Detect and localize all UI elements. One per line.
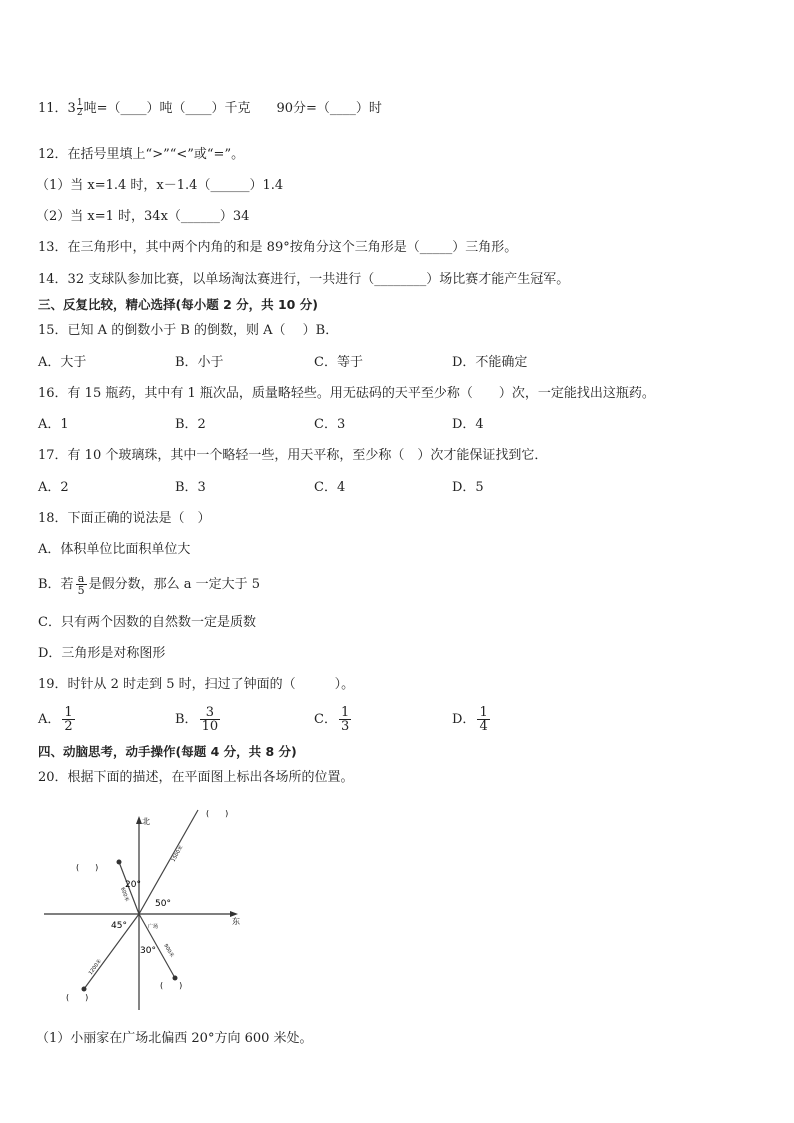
fraction: $\frac{1}{4}$ (479, 705, 488, 734)
q19-option-d[interactable]: D． $\frac{1}{4}$ (452, 705, 488, 734)
question-11: 11．3 $\frac{1}{2}$ 吨=（____）吨（____）千克 90分=（____）时 (38, 98, 382, 118)
question-17: 17．有 10 个玻璃珠，其中一个略轻一些，用天平称，至少称（ ）次才能保证找到它． (38, 448, 548, 463)
q18-option-d[interactable]: D．三角形是对称图形 (38, 646, 166, 661)
fraction: $\frac{1}{2}$ (64, 705, 73, 734)
q18-option-a[interactable]: A．体积单位比面积单位大 (38, 542, 191, 557)
blank-se[interactable]: ( ) (160, 981, 183, 990)
q15-option-a[interactable]: A．大于 (38, 355, 87, 370)
question-20-sub-1: （1）小丽家在广场北偏西 20°方向 600 米处。 (36, 1031, 313, 1046)
section-4-heading: 四、动脑思考，动手操作(每题 4 分，共 8 分) (38, 744, 297, 759)
point-sw (82, 987, 87, 992)
distance-nw: 600米 (119, 886, 130, 903)
q16-option-d[interactable]: D．4 (452, 417, 484, 432)
angle-30: 30° (140, 946, 156, 956)
distance-se: 900米 (162, 943, 175, 959)
angle-20: 20° (125, 880, 141, 890)
question-12-sub-2: （2）当 x=1 时，34x（______）34 (36, 209, 250, 224)
q15-option-b[interactable]: B．小于 (175, 355, 224, 370)
q17-option-d[interactable]: D．5 (452, 480, 484, 495)
blank-nw[interactable]: ( ) (76, 863, 99, 872)
blank-sw[interactable]: ( ) (66, 993, 89, 1002)
east-label: 东 (232, 917, 240, 926)
angle-45: 45° (111, 921, 127, 931)
fraction: $\frac{1}{3}$ (340, 705, 350, 734)
question-12-sub-1: （1）当 x=1.4 时，x－1.4（______）1.4 (36, 178, 284, 193)
question-15: 15．已知 A 的倒数小于 B 的倒数，则 A（ ）B． (38, 323, 339, 338)
section-3-heading: 三、反复比较，精心选择(每小题 2 分，共 10 分) (38, 297, 318, 312)
q18-option-c[interactable]: C．只有两个因数的自然数一定是质数 (38, 615, 256, 630)
question-16: 16．有 15 瓶药，其中有 1 瓶次品，质量略轻些。用无砝码的天平至少称（ ）次，一定能找出这瓶药。 (38, 386, 655, 401)
angle-50: 50° (155, 899, 171, 909)
question-14: 14．32 支球队参加比赛，以单场淘汰赛进行，一共进行（________）场比赛才能产生冠军。 (38, 272, 570, 287)
q17-option-a[interactable]: A．2 (38, 480, 69, 495)
north-label: 北 (142, 817, 150, 826)
q19-option-b[interactable]: B． $\frac{3}{10}$ (175, 705, 219, 734)
q18-option-b[interactable]: B．若 $\frac{a}{5}$ 是假分数，那么 a 一定大于 5 (38, 572, 260, 597)
fraction: $\frac{3}{10}$ (201, 705, 219, 734)
q19-option-c[interactable]: C． $\frac{1}{3}$ (314, 705, 350, 734)
q17-option-b[interactable]: B．3 (175, 480, 206, 495)
q16-option-a[interactable]: A．1 (38, 417, 69, 432)
q16-option-c[interactable]: C．3 (314, 417, 346, 432)
point-nw (117, 860, 122, 865)
mixed-fraction: $\frac{1}{2}$ (76, 98, 83, 118)
center-label: 广场 (148, 924, 159, 930)
q15-option-d[interactable]: D．不能确定 (452, 355, 528, 370)
question-19: 19．时针从 2 时走到 5 时，扫过了钟面的（ ）。 (38, 677, 355, 692)
q19-option-a[interactable]: A． $\frac{1}{2}$ (38, 705, 73, 734)
blank-ne[interactable]: ( ) (206, 809, 229, 818)
q17-option-c[interactable]: C．4 (314, 480, 346, 495)
q15-option-c[interactable]: C．等于 (314, 355, 363, 370)
distance-ne: 1500米 (170, 844, 185, 863)
distance-sw: 1200米 (87, 958, 104, 977)
question-18: 18．下面正确的说法是（ ） (38, 511, 211, 526)
question-13: 13．在三角形中，其中两个内角的和是 89°按角分这个三角形是（_____）三角形。 (38, 240, 518, 255)
direction-diagram (36, 800, 256, 1020)
point-se (173, 976, 178, 981)
q16-option-b[interactable]: B．2 (175, 417, 206, 432)
question-20: 20．根据下面的描述，在平面图上标出各场所的位置。 (38, 770, 354, 785)
fraction-a-over-5: $\frac{a}{5}$ (77, 572, 85, 597)
question-12-stem: 12．在括号里填上“>”“<”或“=”。 (38, 147, 245, 162)
